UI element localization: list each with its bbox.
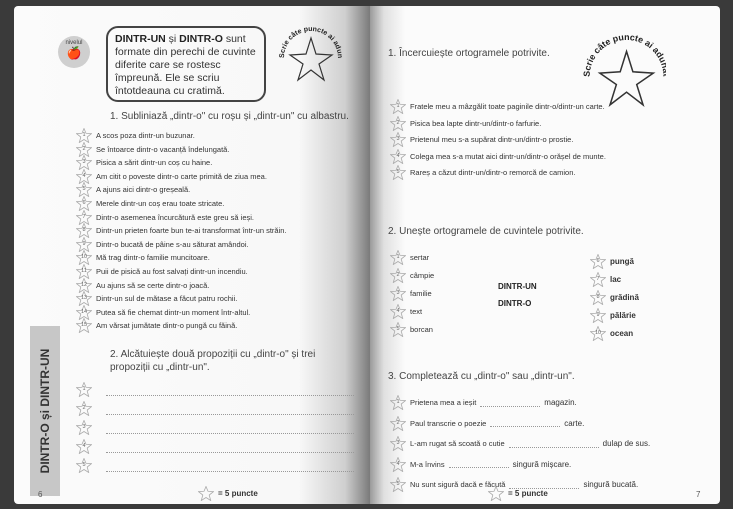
chapter-title: DINTR-O și DINTR-UN [38, 348, 52, 474]
match-word-right [590, 272, 621, 287]
item-text: Au ajuns să se certe dintr-o joacă. [96, 280, 210, 290]
sentence-item [390, 116, 541, 131]
item-text: text [410, 307, 423, 316]
match-word-right [590, 308, 636, 323]
fill-sentence [390, 416, 584, 431]
points-legend [198, 486, 258, 501]
rule-box [106, 26, 266, 102]
item-text: Se întoarce dintr-o vacanță îndelungată. [96, 144, 230, 154]
star-number-icon: 4 [390, 149, 406, 164]
answer-line[interactable] [106, 433, 354, 434]
page-number: 7 [696, 490, 701, 499]
item-text-end: magazin. [544, 398, 577, 407]
exercise-2-title: 2. Alcătuiește două propoziții cu „dintr-o" și trei propoziții cu „dintr-un". [110, 349, 316, 373]
item-text: Dintr-o bucată de pâine s-au săturat amândoi. [96, 239, 249, 249]
match-word-right [590, 290, 639, 305]
star-number-icon: 12 [76, 278, 92, 293]
star-number-icon: 13 [76, 291, 92, 306]
item-text: A scos poza dintr-un buzunar. [96, 131, 195, 140]
left-page [14, 6, 370, 504]
item-text: grădină [610, 293, 639, 302]
star-number-icon: 1 [390, 395, 406, 410]
star-number-icon: 9 [76, 237, 92, 252]
star-number-icon: 15 [76, 318, 92, 333]
answer-line[interactable] [106, 471, 354, 472]
rule-word-dintr-un: DINTR-UN [115, 33, 166, 45]
star-icon [582, 26, 666, 110]
score-label: Scrie câte puncte ai adu [278, 25, 342, 59]
star-number-icon: 5 [76, 458, 92, 473]
answer-line[interactable] [106, 414, 354, 415]
star-number-icon: 14 [76, 305, 92, 320]
item-text: Merele dintr-un coș erau toate stricate. [96, 199, 225, 208]
star-number-icon: 3 [390, 132, 406, 147]
star-number-icon: 2 [390, 116, 406, 131]
match-ortogram[interactable]: DINTR-O [498, 299, 532, 308]
item-text: A ajuns aici dintr-o greșeală. [96, 185, 191, 195]
item-text: borcan [410, 325, 433, 334]
match-word-left [390, 268, 434, 283]
page-number: 6 [38, 490, 43, 499]
sentence-item [390, 149, 606, 164]
rule-and: și [165, 33, 180, 45]
fill-blank[interactable] [449, 460, 509, 468]
star-number-icon: 4 [76, 439, 92, 454]
item-text: Paul transcrie o poezie [410, 418, 487, 428]
item-text-end: dulap de sus. [602, 439, 651, 448]
star-number-icon: 9 [590, 308, 606, 323]
star-number-icon: 1 [76, 128, 92, 143]
item-text: Nu sunt sigură dacă e făcută [410, 480, 506, 489]
fill-blank[interactable] [509, 481, 579, 489]
star-number-icon: 3 [390, 286, 406, 301]
star-number-icon: 5 [76, 182, 92, 197]
star-number-icon: 7 [590, 272, 606, 287]
item-text: Prietena mea a ieșit [410, 398, 477, 407]
star-number-icon: 4 [390, 304, 406, 319]
item-text: Putea să fie chemat dintr-un moment într-altul. [96, 307, 251, 317]
star-number-icon: 8 [76, 223, 92, 238]
fill-sentence [390, 436, 650, 451]
sentence-item [390, 165, 576, 180]
answer-row [76, 420, 92, 435]
rule-word-dintr-o: DINTR-O [179, 33, 223, 45]
star-number-icon: 7 [76, 210, 92, 225]
score-star[interactable] [276, 18, 342, 89]
item-text: Am vărsat jumătate dintr-o pungă cu făină. [96, 321, 238, 331]
item-text: Am citit o poveste dintr-o carte primită de ziua mea. [96, 171, 267, 181]
rule-text: sunt formate din perechi de cuvinte diferite care se rostesc împreună. Ele se scriu întotdeauna cu cratimă. [115, 33, 256, 97]
item-text: Dintr-o asemenea încurcătură este greu să ieși. [96, 212, 254, 222]
fill-blank[interactable] [509, 440, 599, 448]
star-number-icon: 1 [390, 99, 406, 114]
star-number-icon: 4 [390, 457, 406, 472]
score-label: Scrie câte puncte ai ad [582, 31, 666, 78]
item-text: sertar [410, 253, 430, 262]
star-number-icon: 1 [76, 382, 92, 397]
item-text: Pisica a sărit dintr-un coș cu haine. [96, 158, 213, 168]
star-number-icon: 11 [76, 264, 92, 279]
item-text: Puii de pisică au fost salvați dintr-un incendiu. [96, 267, 248, 276]
item-text: câmpie [410, 271, 435, 280]
points-legend-text: = 5 puncte [508, 489, 548, 498]
fill-blank[interactable] [480, 399, 540, 407]
answer-row [76, 458, 92, 473]
item-text-end: carte. [564, 418, 585, 428]
item-text: L-am rugat să scoată o cutie [410, 439, 505, 448]
star-number-icon: 2 [390, 268, 406, 283]
match-word-left [390, 322, 433, 337]
answer-row [76, 401, 92, 416]
star-number-icon: 6 [76, 196, 92, 211]
star-number-icon: 10 [590, 326, 606, 341]
star-number-icon: 4 [76, 169, 92, 184]
exercise-2-title: 2. Unește ortogramele de cuvintele potrivite. [388, 226, 584, 237]
answer-row [76, 439, 92, 454]
points-legend-text: = 5 puncte [218, 489, 258, 498]
answer-line[interactable] [106, 452, 354, 453]
exercise-1-title: 1. Subliniază „dintr-o" cu roșu și „dintr-un" cu albastru. [110, 111, 349, 122]
match-word-right [590, 326, 633, 341]
star-number-icon: 3 [390, 436, 406, 451]
item-text: lac [610, 275, 622, 284]
sentence-item [390, 99, 605, 114]
star-number-icon: 5 [390, 165, 406, 180]
sentence-item [390, 132, 573, 147]
match-word-right [590, 254, 634, 269]
answer-line[interactable] [106, 395, 354, 396]
star-number-icon: 3 [76, 155, 92, 170]
item-text: pungă [610, 257, 634, 266]
item-text: Mă trag dintr-o familie muncitoare. [96, 253, 210, 263]
chapter-side-tab [30, 326, 60, 496]
star-number-icon: 6 [590, 254, 606, 269]
star-number-icon: 5 [390, 322, 406, 337]
star-number-icon: 2 [390, 416, 406, 431]
level-badge [58, 36, 90, 68]
item-text: Rareș a căzut dintr-un/dintr-o remorcă de camion. [410, 168, 576, 177]
star-icon [276, 18, 342, 84]
star-number-icon: 5 [390, 477, 406, 492]
star-icon [198, 486, 214, 501]
fill-sentence [390, 457, 571, 472]
star-number-icon: 10 [76, 250, 92, 265]
item-text: Pisica bea lapte dintr-un/dintr-o farfurie. [410, 118, 542, 128]
answer-row [76, 382, 92, 397]
exercise-1-title: 1. Încercuiește ortogramele potrivite. [388, 48, 550, 59]
fill-sentence [390, 477, 638, 492]
level-label: nivelul [65, 40, 83, 46]
fill-sentence [390, 395, 577, 410]
item-text: Prietenul meu s-a supărat dintr-un/dintr-o prostie. [410, 135, 574, 144]
star-number-icon: 2 [76, 401, 92, 416]
match-word-left [390, 304, 422, 319]
item-text: pălărie [610, 311, 636, 320]
match-word-left [390, 250, 429, 265]
right-page [370, 6, 720, 504]
sentence-item [76, 318, 237, 333]
fill-blank[interactable] [490, 419, 560, 427]
match-word-left [390, 286, 432, 301]
star-number-icon: 8 [590, 290, 606, 305]
apple-icon: 🍎 [66, 46, 82, 60]
match-ortogram[interactable]: DINTR-UN [498, 282, 537, 291]
item-text: M-a învins [410, 459, 445, 469]
item-text-end: singură bucată. [583, 480, 639, 489]
item-text-end: singură mișcare. [512, 459, 572, 469]
star-number-icon: 1 [390, 250, 406, 265]
item-text: Dintr-un sul de mătase a făcut patru rochii. [96, 294, 238, 304]
star-number-icon: 2 [76, 142, 92, 157]
item-text: familie [410, 289, 432, 298]
item-text: Fratele meu a mâzgălit toate paginile dintr-o/dintr-un carte. [410, 102, 605, 111]
item-text: ocean [610, 329, 634, 338]
item-text: Dintr-un prieten foarte bun te-ai transformat într-un străin. [96, 226, 287, 236]
star-number-icon: 3 [76, 420, 92, 435]
exercise-3-title: 3. Completează cu „dintr-o" sau „dintr-un". [388, 371, 575, 382]
item-text: Colega mea s-a mutat aici dintr-un/dintr-o orășel de munte. [410, 151, 606, 161]
